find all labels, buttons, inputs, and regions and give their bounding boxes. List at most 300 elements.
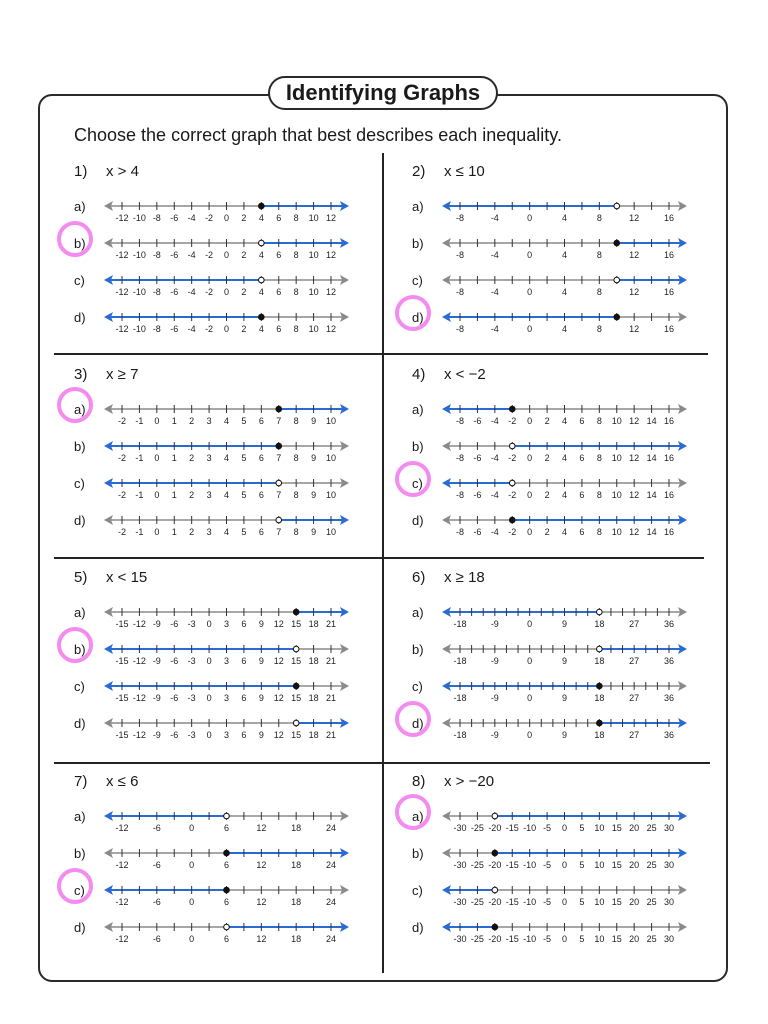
tick-label: -6 (170, 619, 179, 629)
number-line-a[interactable] (442, 809, 687, 835)
tick-label: -2 (508, 416, 517, 426)
tick-label: 18 (594, 619, 605, 629)
tick-label: -18 (453, 656, 467, 666)
tick-label: -10 (132, 213, 146, 223)
tick-label: 10 (611, 490, 622, 500)
tick-label: 25 (646, 897, 657, 907)
tick-label: 4 (561, 527, 568, 537)
tick-label: 0 (189, 934, 195, 944)
tick-label: 0 (223, 324, 230, 334)
problem-6 (412, 569, 742, 749)
tick-label: 9 (311, 416, 317, 426)
problem-number: 1) (74, 163, 88, 180)
tick-label: 3 (206, 527, 212, 537)
tick-label: 1 (171, 453, 177, 463)
number-line-a[interactable] (442, 605, 687, 631)
tick-label: -3 (187, 619, 196, 629)
tick-label: -1 (135, 416, 144, 426)
tick-label: -30 (453, 897, 467, 907)
open-point (276, 517, 282, 523)
tick-label: 5 (241, 453, 247, 463)
tick-label: -15 (505, 934, 519, 944)
tick-label: 0 (154, 527, 160, 537)
tick-label: 0 (206, 730, 212, 740)
tick-label: 3 (223, 693, 230, 703)
tick-label: -8 (455, 490, 465, 500)
tick-label: -18 (453, 619, 467, 629)
tick-label: -9 (152, 730, 161, 740)
tick-label: 27 (629, 693, 640, 703)
tick-label: -15 (115, 619, 129, 629)
option-label[interactable]: b) (412, 236, 424, 251)
tick-label: -10 (132, 324, 146, 334)
tick-label: 16 (663, 527, 675, 537)
tick-label: 24 (325, 934, 337, 944)
option-label[interactable]: a) (412, 809, 424, 824)
tick-label: 12 (629, 490, 640, 500)
option-label[interactable]: b) (412, 642, 424, 657)
tick-label: 0 (527, 287, 533, 297)
tick-label: 30 (663, 897, 675, 907)
option-label[interactable]: d) (412, 716, 424, 731)
option-label[interactable]: a) (412, 605, 424, 620)
problem-number: 6) (412, 569, 426, 586)
option-label[interactable]: d) (74, 716, 86, 731)
tick-label: -10 (132, 287, 146, 297)
number-line-a[interactable] (104, 199, 349, 225)
number-line-c[interactable] (442, 883, 687, 909)
tick-label: 10 (611, 416, 622, 426)
tick-label: 3 (223, 619, 230, 629)
option-label[interactable]: c) (412, 476, 423, 491)
tick-label: 4 (223, 416, 230, 426)
closed-point (293, 683, 299, 689)
closed-point (509, 406, 515, 412)
tick-label: -4 (490, 324, 499, 334)
tick-label: 36 (663, 730, 675, 740)
open-point (614, 203, 620, 209)
tick-label: -4 (490, 490, 499, 500)
row-divider-3 (54, 762, 710, 764)
option-label[interactable]: a) (74, 402, 86, 417)
number-line-d[interactable] (104, 716, 349, 742)
option-label[interactable]: c) (74, 883, 85, 898)
number-line-a[interactable] (442, 402, 687, 428)
tick-label: 27 (629, 730, 640, 740)
number-line-b[interactable] (442, 846, 687, 872)
number-line-b[interactable] (442, 439, 687, 465)
tick-label: 21 (325, 730, 337, 740)
open-point (224, 813, 230, 819)
tick-label: 4 (561, 490, 568, 500)
tick-label: -6 (170, 250, 179, 260)
tick-label: 9 (258, 693, 264, 703)
tick-label: 14 (646, 453, 657, 463)
tick-label: 2 (189, 490, 195, 500)
number-line-c[interactable] (104, 679, 349, 705)
tick-label: 3 (223, 730, 230, 740)
tick-label: -2 (508, 453, 517, 463)
number-line-d[interactable] (104, 920, 349, 946)
tick-label: 0 (189, 897, 195, 907)
closed-point (492, 850, 498, 856)
tick-label: 10 (594, 860, 605, 870)
tick-label: 6 (223, 934, 230, 944)
tick-label: 12 (273, 619, 284, 629)
inequality-text: x ≥ 18 (444, 569, 485, 586)
tick-label: -8 (455, 250, 465, 260)
tick-label: 15 (291, 730, 302, 740)
problem-4 (412, 366, 742, 546)
tick-label: 0 (527, 656, 533, 666)
option-label[interactable]: c) (74, 273, 85, 288)
open-point (259, 240, 265, 246)
option-label[interactable]: c) (412, 883, 423, 898)
number-line-a[interactable] (104, 605, 349, 631)
tick-label: 12 (325, 250, 337, 260)
number-line-b[interactable] (104, 439, 349, 465)
tick-label: 8 (293, 213, 299, 223)
tick-label: 12 (629, 527, 640, 537)
tick-label: 24 (325, 897, 337, 907)
option-label[interactable]: a) (412, 402, 424, 417)
option-label[interactable]: a) (74, 605, 86, 620)
tick-label: -25 (470, 934, 484, 944)
option-label[interactable]: a) (74, 199, 86, 214)
number-line-b[interactable] (104, 642, 349, 668)
tick-label: 10 (594, 934, 605, 944)
tick-label: 8 (293, 416, 299, 426)
tick-label: 18 (308, 619, 319, 629)
tick-label: 3 (206, 453, 212, 463)
problem-number: 2) (412, 163, 426, 180)
tick-label: 4 (561, 287, 568, 297)
closed-point (259, 203, 265, 209)
tick-label: -9 (152, 693, 161, 703)
tick-label: -3 (187, 730, 196, 740)
tick-label: 0 (527, 693, 533, 703)
tick-label: -6 (170, 213, 179, 223)
tick-label: 6 (258, 453, 264, 463)
option-label[interactable]: b) (74, 236, 86, 251)
tick-label: 25 (646, 860, 657, 870)
closed-point (293, 609, 299, 615)
tick-label: -25 (470, 823, 484, 833)
open-point (293, 646, 299, 652)
tick-label: 2 (241, 250, 247, 260)
tick-label: -4 (490, 527, 499, 537)
option-label[interactable]: c) (412, 679, 423, 694)
tick-label: 4 (258, 213, 264, 223)
row-divider-1 (54, 353, 708, 355)
tick-label: 18 (291, 860, 302, 870)
tick-label: 0 (527, 453, 533, 463)
tick-label: 4 (561, 250, 568, 260)
tick-label: 0 (223, 287, 230, 297)
tick-label: 18 (594, 693, 605, 703)
tick-label: -1 (135, 453, 144, 463)
problem-8 (412, 773, 742, 953)
number-line-c[interactable] (442, 679, 687, 705)
problem-3 (74, 366, 404, 546)
tick-label: -8 (152, 324, 161, 334)
tick-label: 12 (273, 656, 284, 666)
option-label[interactable]: b) (74, 439, 86, 454)
tick-label: 10 (611, 527, 622, 537)
tick-label: 10 (325, 527, 337, 537)
tick-label: -8 (455, 527, 465, 537)
tick-label: 4 (561, 453, 568, 463)
tick-label: 3 (223, 656, 230, 666)
tick-label: 4 (223, 527, 230, 537)
tick-label: 0 (561, 860, 568, 870)
number-line-b[interactable] (442, 236, 687, 262)
option-label[interactable]: d) (74, 513, 86, 528)
number-line-b[interactable] (104, 236, 349, 262)
tick-label: -15 (505, 860, 519, 870)
tick-label: -12 (115, 213, 129, 223)
tick-label: 15 (611, 934, 622, 944)
tick-label: -12 (115, 897, 129, 907)
tick-label: -6 (152, 934, 161, 944)
tick-label: -8 (152, 287, 161, 297)
problem-5 (74, 569, 404, 749)
tick-label: 36 (663, 656, 675, 666)
tick-label: -10 (523, 897, 537, 907)
inequality-text: x ≥ 7 (106, 366, 139, 383)
worksheet-title: Identifying Graphs (268, 76, 498, 110)
tick-label: 15 (611, 823, 622, 833)
tick-label: 12 (273, 730, 284, 740)
tick-label: 12 (629, 287, 640, 297)
tick-label: 16 (663, 250, 675, 260)
tick-label: 4 (561, 213, 568, 223)
tick-label: 6 (579, 527, 585, 537)
tick-label: 0 (527, 324, 533, 334)
number-line-b[interactable] (104, 846, 349, 872)
tick-label: 0 (527, 527, 533, 537)
option-label[interactable]: c) (74, 476, 85, 491)
tick-label: 4 (258, 324, 264, 334)
tick-label: 5 (241, 490, 247, 500)
tick-label: 18 (291, 897, 302, 907)
option-label[interactable]: b) (412, 439, 424, 454)
tick-label: 0 (223, 213, 230, 223)
tick-label: 9 (311, 527, 317, 537)
number-line-d[interactable] (104, 513, 349, 539)
option-label[interactable]: d) (74, 310, 86, 325)
option-label[interactable]: a) (412, 199, 424, 214)
closed-point (597, 683, 603, 689)
tick-label: -1 (135, 527, 144, 537)
row-divider-2 (54, 557, 704, 559)
tick-label: 5 (241, 527, 247, 537)
tick-label: -2 (117, 527, 127, 537)
tick-label: -5 (543, 823, 552, 833)
tick-label: -6 (170, 693, 179, 703)
tick-label: 8 (596, 213, 602, 223)
number-line-d[interactable] (442, 716, 687, 742)
tick-label: -20 (488, 897, 502, 907)
tick-label: 8 (596, 453, 602, 463)
tick-label: 2 (241, 287, 247, 297)
tick-label: 0 (189, 860, 195, 870)
tick-label: 4 (223, 490, 230, 500)
tick-label: 2 (544, 490, 550, 500)
tick-label: 0 (206, 619, 212, 629)
tick-label: -6 (170, 287, 179, 297)
tick-label: 0 (527, 416, 533, 426)
tick-label: 5 (579, 934, 585, 944)
option-label[interactable]: c) (412, 273, 423, 288)
tick-label: 20 (629, 897, 640, 907)
tick-label: -8 (455, 213, 465, 223)
tick-label: 8 (596, 527, 602, 537)
open-point (259, 277, 265, 283)
tick-label: 24 (325, 823, 337, 833)
open-point (614, 277, 620, 283)
tick-label: -9 (490, 693, 499, 703)
tick-label: -2 (205, 250, 214, 260)
tick-label: 3 (206, 416, 212, 426)
tick-label: 18 (308, 656, 319, 666)
tick-label: 12 (256, 897, 267, 907)
tick-label: 12 (325, 213, 337, 223)
closed-point (276, 443, 282, 449)
open-point (509, 480, 515, 486)
option-label[interactable]: d) (412, 513, 424, 528)
tick-label: 10 (325, 490, 337, 500)
option-label[interactable]: b) (412, 846, 424, 861)
number-line-c[interactable] (104, 273, 349, 299)
tick-label: 0 (561, 897, 568, 907)
problem-number: 3) (74, 366, 88, 383)
tick-label: 8 (293, 527, 299, 537)
tick-label: 0 (206, 656, 212, 666)
tick-label: 16 (663, 490, 675, 500)
number-line-b[interactable] (442, 642, 687, 668)
number-line-a[interactable] (442, 199, 687, 225)
number-line-c[interactable] (442, 273, 687, 299)
tick-label: 12 (256, 934, 267, 944)
tick-label: -4 (187, 287, 196, 297)
closed-point (224, 850, 230, 856)
number-line-c[interactable] (104, 476, 349, 502)
option-label[interactable]: b) (74, 642, 86, 657)
tick-label: 4 (561, 324, 568, 334)
tick-label: 12 (629, 213, 640, 223)
tick-label: 1 (171, 527, 177, 537)
option-label[interactable]: b) (74, 846, 86, 861)
tick-label: -12 (115, 823, 129, 833)
tick-label: 12 (273, 693, 284, 703)
tick-label: 10 (611, 453, 622, 463)
tick-label: 25 (646, 934, 657, 944)
number-line-c[interactable] (442, 476, 687, 502)
tick-label: -3 (187, 656, 196, 666)
tick-label: -9 (152, 619, 161, 629)
tick-label: -15 (115, 693, 129, 703)
tick-label: -30 (453, 823, 467, 833)
tick-label: 27 (629, 619, 640, 629)
number-line-c[interactable] (104, 883, 349, 909)
tick-label: 20 (629, 823, 640, 833)
tick-label: 8 (293, 490, 299, 500)
number-line-d[interactable] (104, 310, 349, 336)
tick-label: -25 (470, 860, 484, 870)
tick-label: 2 (189, 453, 195, 463)
tick-label: 9 (258, 730, 264, 740)
tick-label: -12 (115, 324, 129, 334)
tick-label: -1 (135, 490, 144, 500)
tick-label: 6 (258, 527, 264, 537)
open-point (492, 887, 498, 893)
tick-label: -6 (170, 730, 179, 740)
tick-label: 27 (629, 656, 640, 666)
option-label[interactable]: c) (74, 679, 85, 694)
inequality-text: x ≤ 6 (106, 773, 139, 790)
closed-point (614, 314, 620, 320)
tick-label: 6 (258, 416, 264, 426)
tick-label: 15 (291, 693, 302, 703)
closed-point (276, 406, 282, 412)
number-line-a[interactable] (104, 809, 349, 835)
tick-label: 2 (189, 527, 195, 537)
tick-label: -18 (453, 730, 467, 740)
tick-label: -9 (490, 656, 499, 666)
tick-label: 6 (258, 490, 264, 500)
tick-label: -5 (543, 934, 552, 944)
tick-label: 7 (276, 453, 282, 463)
option-label[interactable]: d) (412, 310, 424, 325)
tick-label: -30 (453, 860, 467, 870)
tick-label: 7 (276, 490, 282, 500)
tick-label: 0 (561, 934, 568, 944)
tick-label: -2 (117, 490, 127, 500)
tick-label: -3 (187, 693, 196, 703)
tick-label: 1 (171, 416, 177, 426)
tick-label: -9 (490, 730, 499, 740)
open-point (509, 443, 515, 449)
number-line-a[interactable] (104, 402, 349, 428)
number-line-d[interactable] (442, 513, 687, 539)
option-label[interactable]: d) (412, 920, 424, 935)
option-label[interactable]: d) (74, 920, 86, 935)
tick-label: -2 (508, 490, 517, 500)
number-line-d[interactable] (442, 310, 687, 336)
inequality-text: x > 4 (106, 163, 139, 180)
tick-label: 8 (293, 250, 299, 260)
tick-label: 6 (579, 490, 585, 500)
tick-label: 15 (291, 656, 302, 666)
tick-label: 2 (241, 213, 247, 223)
number-line-d[interactable] (442, 920, 687, 946)
tick-label: -4 (490, 213, 499, 223)
tick-label: 24 (325, 860, 337, 870)
tick-label: -6 (152, 860, 161, 870)
tick-label: 18 (291, 934, 302, 944)
open-point (224, 924, 230, 930)
tick-label: 9 (561, 619, 568, 629)
closed-point (614, 240, 620, 246)
closed-point (259, 314, 265, 320)
problem-number: 8) (412, 773, 426, 790)
option-label[interactable]: a) (74, 809, 86, 824)
tick-label: 4 (561, 416, 568, 426)
tick-label: 8 (596, 416, 602, 426)
tick-label: 20 (629, 860, 640, 870)
tick-label: 9 (561, 730, 568, 740)
